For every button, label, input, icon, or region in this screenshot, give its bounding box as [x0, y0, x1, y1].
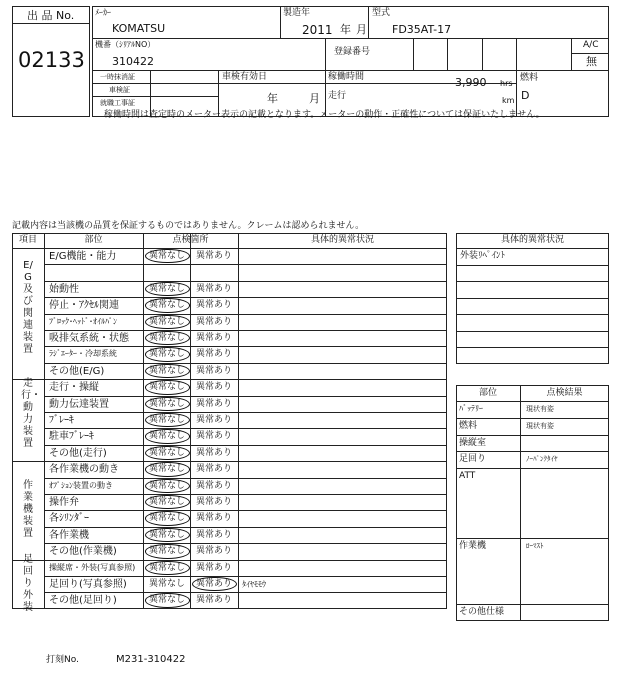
- hours-label: 稼働時間: [328, 72, 365, 82]
- selected-circle: [145, 315, 190, 329]
- abnormal-option[interactable]: 異常あり: [196, 300, 233, 311]
- check-result: 現状有姿: [526, 422, 554, 430]
- part-label: ﾌﾞﾛｯｸ･ﾍｯﾄﾞ･ｵｲﾙﾊﾟﾝ: [49, 316, 117, 326]
- selected-circle: [145, 511, 190, 525]
- inspection-year: 年: [267, 92, 278, 105]
- abnormal-detail-header: 具体的異常状況: [500, 235, 564, 245]
- normal-option[interactable]: 異常なし: [149, 333, 186, 343]
- hours-disclaimer: 稼働時間は査定時のメーター表示の記載となります。メーターの動作・正確性については保証いたしません。: [104, 110, 545, 120]
- selected-circle: [145, 380, 190, 394]
- part-label: 各作業機の動き: [49, 464, 119, 476]
- selected-circle: [145, 298, 190, 312]
- maker-value: KOMATSU: [112, 22, 166, 35]
- km-unit: km: [502, 96, 515, 105]
- normal-option[interactable]: 異常なし: [149, 513, 186, 524]
- selected-circle: [145, 561, 190, 575]
- normal-option[interactable]: 異常なし: [149, 480, 186, 491]
- normal-option[interactable]: 異常なし: [149, 316, 186, 327]
- normal-option[interactable]: 異常なし: [149, 546, 186, 557]
- abnormal-option[interactable]: 異常あり: [196, 431, 233, 442]
- abnormal-option[interactable]: 異常あり: [196, 398, 233, 409]
- selected-circle: [145, 282, 190, 296]
- abnormal-option[interactable]: 異常あり: [196, 562, 233, 573]
- abnormal-option[interactable]: 異常あり: [196, 415, 233, 425]
- part-label: 停止・ｱｸｾﾙ関連: [49, 300, 119, 312]
- abnormal-option[interactable]: 異常あり: [196, 579, 233, 589]
- serial-label: 機番（ｼﾘｱﾙNO）: [95, 40, 156, 49]
- selected-circle: [145, 462, 190, 476]
- normal-option[interactable]: 異常なし: [149, 382, 186, 393]
- lot-number: 02133: [18, 48, 85, 72]
- check-part: ATT: [459, 471, 476, 481]
- part-label: E/G機能・能力: [49, 251, 117, 262]
- abnormal-option[interactable]: 異常あり: [196, 480, 233, 491]
- selected-circle: [145, 593, 190, 607]
- year-label: 製造年: [283, 8, 311, 18]
- abnormal-option[interactable]: 異常あり: [196, 513, 233, 524]
- stamp-value: M231-310422: [116, 654, 186, 665]
- model-label: 型式: [372, 8, 391, 18]
- lot-label: 出 品 No.: [27, 9, 75, 22]
- abnormal-option[interactable]: 異常あり: [196, 497, 233, 507]
- model-value: FD35AT-17: [392, 23, 452, 36]
- normal-option[interactable]: 異常なし: [149, 251, 186, 261]
- part-label: 各作業機: [49, 529, 89, 541]
- normal-option[interactable]: 異常なし: [149, 464, 186, 475]
- inspection-month: 月: [309, 92, 320, 105]
- inspection-label: 車検有効日: [222, 72, 268, 82]
- normal-option[interactable]: 異常なし: [149, 415, 186, 425]
- fuel-label: 燃料: [520, 73, 539, 83]
- check-result: ﾉｰﾊﾟﾝｸﾀｲﾔ: [526, 455, 558, 463]
- selected-circle: [145, 544, 190, 558]
- hours-unit: hrs: [500, 79, 513, 88]
- check-result-frame: [456, 385, 609, 621]
- ac-value: 無: [586, 55, 597, 68]
- part-label: 動力伝達装置: [49, 398, 109, 410]
- group-label: 走行・動力装置: [21, 378, 41, 450]
- selected-circle: [145, 397, 190, 411]
- tire-note: ﾀｲﾔﾓﾓｳ: [242, 580, 266, 589]
- check-part: その他仕様: [459, 607, 505, 617]
- col-detail-header: 具体的異常状況: [310, 235, 374, 245]
- normal-option[interactable]: 異常なし: [149, 398, 186, 409]
- abnormal-option[interactable]: 異常あり: [196, 382, 233, 393]
- normal-option[interactable]: 異常なし: [149, 447, 186, 458]
- part-label: ﾗｼﾞｴｰﾀｰ・冷却系統: [49, 349, 117, 359]
- part-label: 始動性: [49, 283, 79, 295]
- selected-circle: [145, 479, 190, 493]
- part-label: その他(走行): [49, 447, 107, 459]
- stamp-label: 打刻No.: [46, 655, 79, 665]
- fuel-value: D: [521, 89, 530, 102]
- year-unit: 年: [340, 23, 351, 36]
- abnormal-option[interactable]: 異常あり: [196, 546, 233, 557]
- part-label: 操縦席・外装(写真参照): [49, 562, 136, 572]
- reg-label: 登録番号: [334, 47, 371, 57]
- normal-option[interactable]: 異常なし: [149, 365, 186, 376]
- col-check-header: 点検箇所: [172, 235, 209, 245]
- check-part: 足回り: [459, 454, 487, 464]
- abnormal-option[interactable]: 異常あり: [196, 447, 233, 458]
- quality-disclaimer: 記載内容は当該機の品質を保証するものではありません。クレームは認められません。: [12, 221, 365, 231]
- selected-circle: [145, 347, 190, 361]
- normal-option[interactable]: 異常なし: [149, 562, 186, 573]
- check-part: 作業機: [459, 541, 487, 551]
- group-label: 作業機装置: [23, 480, 33, 540]
- cert-work: 就職工事証: [100, 99, 135, 107]
- cert-vehicle: 車検証: [109, 86, 130, 94]
- hours-value: 3,990: [455, 76, 487, 89]
- selected-circle: [145, 364, 190, 378]
- abnormal-option[interactable]: 異常あり: [196, 595, 233, 606]
- part-label: その他(作業機): [49, 546, 117, 558]
- abnormal-option[interactable]: 異常あり: [196, 283, 233, 294]
- check-part: 燃料: [459, 421, 478, 431]
- normal-option[interactable]: 異常なし: [149, 529, 186, 540]
- abnormal-option[interactable]: 異常あり: [196, 529, 233, 540]
- col-part-header: 部位: [84, 235, 103, 245]
- part-label: その他(E/G): [49, 365, 105, 377]
- abnormal-option[interactable]: 異常あり: [196, 464, 233, 475]
- year-value: 2011: [302, 23, 333, 37]
- part-label: その他(足回り): [49, 595, 117, 607]
- abnormal-option[interactable]: 異常あり: [196, 316, 233, 327]
- check-part: ﾊﾞｯﾃﾘｰ: [459, 404, 483, 413]
- selected-circle: [145, 429, 190, 443]
- part-label: ﾌﾞﾚｰｷ: [49, 415, 74, 426]
- selected-circle: [145, 528, 190, 542]
- check-result: ﾛｰﾏｽﾄ: [526, 542, 544, 550]
- maker-label: ﾒｰｶｰ: [95, 8, 111, 17]
- part-label: ｵﾌﾟｼｮﾝ装置の動き: [49, 480, 113, 490]
- abnormal-detail-line: 外装ﾘﾍﾟｲﾝﾄ: [460, 251, 506, 261]
- km-label: 走行: [328, 91, 347, 101]
- check-result-header: 点検結果: [546, 388, 583, 398]
- selected-circle: [145, 446, 190, 460]
- part-label: 足回り(写真参照): [49, 579, 127, 590]
- abnormal-option[interactable]: 異常あり: [196, 333, 233, 343]
- col-item-header: 項目: [18, 235, 37, 245]
- part-label: 操作弁: [49, 497, 79, 508]
- abnormal-option[interactable]: 異常あり: [196, 365, 233, 376]
- part-label: 走行・操縦: [49, 382, 99, 394]
- abnormal-option[interactable]: 異常あり: [196, 251, 233, 261]
- group-label: 足回り外装: [23, 554, 33, 614]
- part-label: 吸排気系統・状態: [49, 333, 129, 344]
- group-label: E/G及び関連装置: [23, 259, 33, 355]
- abnormal-option[interactable]: 異常あり: [196, 349, 233, 360]
- normal-option[interactable]: 異常なし: [149, 300, 186, 311]
- serial-value: 310422: [112, 55, 154, 68]
- normal-option[interactable]: 異常なし: [149, 497, 186, 507]
- normal-option[interactable]: 異常なし: [149, 579, 186, 589]
- part-label: 駐車ﾌﾞﾚｰｷ: [49, 431, 94, 443]
- month-unit: 月: [356, 23, 367, 36]
- normal-option[interactable]: 異常なし: [149, 595, 186, 606]
- check-part-header: 部位: [478, 388, 497, 398]
- part-label: 各ｼﾘﾝﾀﾞｰ: [49, 513, 89, 525]
- ac-label: A/C: [583, 40, 599, 50]
- normal-option[interactable]: 異常なし: [149, 431, 186, 442]
- check-result: 現状有姿: [526, 405, 554, 413]
- normal-option[interactable]: 異常なし: [149, 349, 186, 360]
- cert-temp-cancel: 一時抹消証: [100, 73, 135, 81]
- check-part: 操縦室: [459, 438, 487, 448]
- normal-option[interactable]: 異常なし: [149, 283, 186, 294]
